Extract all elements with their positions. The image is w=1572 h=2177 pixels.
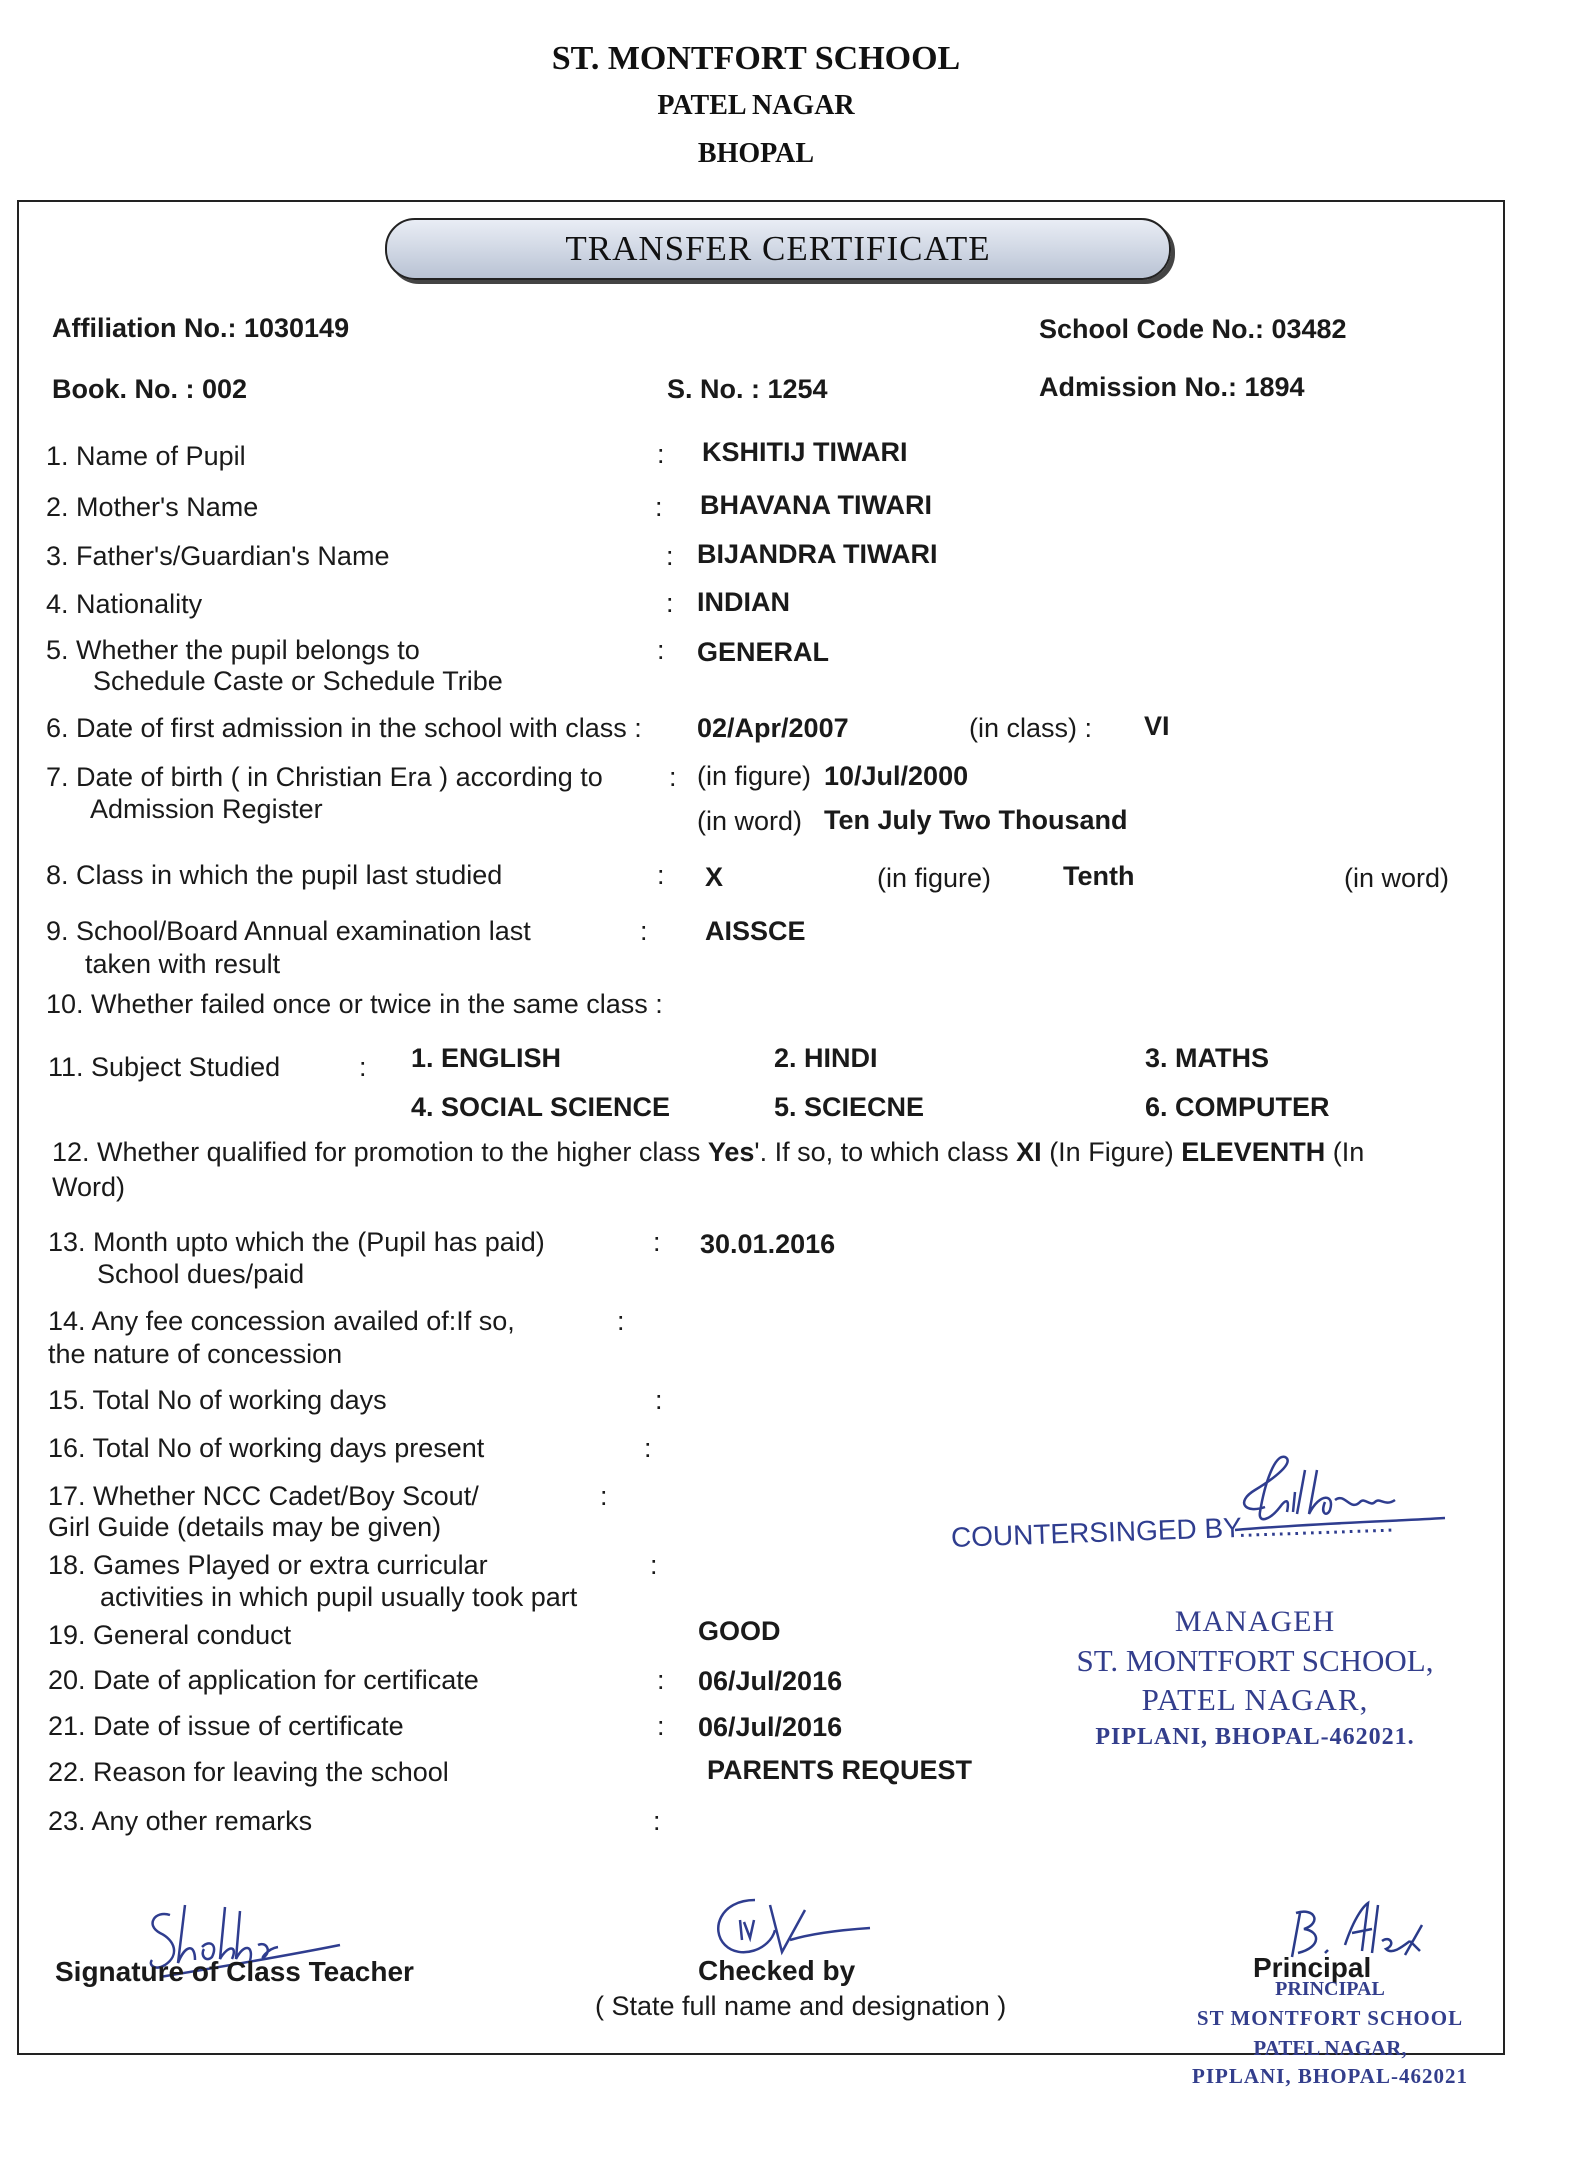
field-label: 10. Whether failed once or twice in the same class : <box>46 989 663 1019</box>
principal-stamp-line: PATEL NAGAR, <box>1253 2036 1407 2060</box>
subject-item: 4. SOCIAL SCIENCE <box>411 1092 671 1122</box>
school-city: BHOPAL <box>697 138 815 169</box>
manager-stamp-line: PATEL NAGAR, <box>1141 1682 1369 1717</box>
field-label: 19. General conduct <box>48 1620 292 1650</box>
field-label: 6. Date of first admission in the school with class : <box>46 713 642 743</box>
field-colon: : <box>653 1227 661 1257</box>
field-colon: : <box>640 916 648 946</box>
pupil-name: KSHITIJ TIWARI <box>702 437 908 467</box>
in-figure-label: (In Figure) <box>1041 1137 1182 1167</box>
promotion-class-word: ELEVENTH <box>1181 1137 1326 1167</box>
field-label: 3. Father's/Guardian's Name <box>46 541 390 571</box>
exam-result: AISSCE <box>705 916 806 946</box>
field-colon: : <box>657 635 665 665</box>
field-label-cont: Admission Register <box>90 794 323 824</box>
field-label-cont: Word) <box>52 1172 126 1202</box>
field-label: 13. Month upto which the (Pupil has paid) <box>48 1227 545 1257</box>
issue-date: 06/Jul/2016 <box>698 1712 843 1742</box>
field-label: 16. Total No of working days present <box>48 1433 485 1463</box>
general-conduct: GOOD <box>698 1616 781 1646</box>
field-label: 2. Mother's Name <box>46 492 259 522</box>
field-colon: : <box>669 762 677 792</box>
field-colon: : <box>657 1711 665 1741</box>
class-teacher-label: Signature of Class Teacher <box>55 1956 414 1987</box>
in-word-label: (In <box>1325 1137 1365 1167</box>
manager-stamp-line: ST. MONTFORT SCHOOL, <box>1076 1643 1434 1678</box>
book-no: Book. No. : 002 <box>52 374 248 404</box>
checked-by-label: Checked by <box>698 1955 856 1986</box>
school-code: School Code No.: 03482 <box>1039 314 1347 344</box>
field-label: 4. Nationality <box>46 589 203 619</box>
admission-no: Admission No.: 1894 <box>1039 372 1305 402</box>
in-class-label: (in class) : <box>969 713 1093 743</box>
field-colon: : <box>655 492 663 522</box>
field-label: 14. Any fee concession availed of:If so, <box>48 1306 515 1336</box>
certificate-title: TRANSFER CERTIFICATE <box>565 229 991 268</box>
father-name: BIJANDRA TIWARI <box>697 539 938 569</box>
field-label: 18. Games Played or extra curricular <box>48 1550 488 1580</box>
subject-item: 6. COMPUTER <box>1145 1092 1330 1122</box>
in-word-label: (in word) <box>1344 863 1450 893</box>
subject-item: 2. HINDI <box>774 1043 878 1073</box>
in-word-label: (in word) <box>697 806 803 836</box>
nationality: INDIAN <box>697 587 790 617</box>
manager-signature <box>1225 1452 1455 1542</box>
dob-words: Ten July Two Thousand <box>824 805 1128 835</box>
checked-by-note: ( State full name and designation ) <box>595 1991 1007 2021</box>
certificate-title-banner <box>385 218 1171 280</box>
field-label: 20. Date of application for certificate <box>48 1665 479 1695</box>
admission-class: VI <box>1144 711 1170 741</box>
field-label: 22. Reason for leaving the school <box>48 1757 449 1787</box>
field-label-cont: activities in which pupil usually took part <box>100 1582 578 1612</box>
field-label: 7. Date of birth ( in Christian Era ) according to <box>46 762 603 792</box>
dues-paid-until: 30.01.2016 <box>700 1229 836 1259</box>
field-colon: : <box>644 1433 652 1463</box>
field-label: 21. Date of issue of certificate <box>48 1711 404 1741</box>
last-class-figure: X <box>705 862 724 892</box>
leaving-reason: PARENTS REQUEST <box>707 1755 973 1785</box>
field-colon: : <box>600 1481 608 1511</box>
serial-no: S. No. : 1254 <box>667 374 828 404</box>
field-label-cont: School dues/paid <box>97 1259 305 1289</box>
mother-name: BHAVANA TIWARI <box>700 490 932 520</box>
dob-figure: 10/Jul/2000 <box>824 761 969 791</box>
principal-stamp-line: ST MONTFORT SCHOOL <box>1196 2006 1464 2030</box>
field-label-cont: taken with result <box>85 949 281 979</box>
last-class-word: Tenth <box>1063 861 1135 891</box>
in-figure-label: (in figure) <box>697 761 812 791</box>
field-label: 15. Total No of working days <box>48 1385 387 1415</box>
category: GENERAL <box>697 637 830 667</box>
promotion-line <box>52 1137 1364 1168</box>
field-colon: : <box>657 439 665 469</box>
promotion-yes: Yes <box>707 1137 755 1167</box>
principal-label: Principal <box>1253 1952 1372 1983</box>
field-label: 17. Whether NCC Cadet/Boy Scout/ <box>48 1481 479 1511</box>
field-colon: : <box>666 588 674 618</box>
field-label: 9. School/Board Annual examination last <box>46 916 531 946</box>
subject-item: 3. MATHS <box>1145 1043 1270 1073</box>
field-label: 23. Any other remarks <box>48 1806 313 1836</box>
affiliation-no: Affiliation No.: 1030149 <box>52 313 350 343</box>
field-label: 11. Subject Studied <box>48 1052 281 1082</box>
field-label: 5. Whether the pupil belongs to <box>46 635 420 665</box>
countersigned-label: COUNTERSINGED BY <box>950 1511 1239 1553</box>
countersigned-dots: .................... <box>1237 1506 1395 1543</box>
promotion-text: '. If so, to which class <box>754 1137 1017 1167</box>
field-colon: : <box>657 1665 665 1695</box>
field-label-cont: Girl Guide (details may be given) <box>48 1512 442 1542</box>
field-label-cont: the nature of concession <box>48 1339 343 1369</box>
field-colon: : <box>359 1052 367 1082</box>
principal-stamp-line: PRINCIPAL <box>1275 1978 1385 2000</box>
field-colon: : <box>650 1550 658 1580</box>
admission-date: 02/Apr/2007 <box>697 713 849 743</box>
field-colon: : <box>666 541 674 571</box>
field-label-cont: Schedule Caste or Schedule Tribe <box>93 666 503 696</box>
manager-stamp-line: MANAGEH <box>1174 1605 1336 1638</box>
field-colon: : <box>653 1806 661 1836</box>
school-area: PATEL NAGAR <box>657 90 855 121</box>
principal-stamp-line: PIPLANI, BHOPAL-462021 <box>1192 2064 1468 2088</box>
field-colon: : <box>617 1306 625 1336</box>
school-name: ST. MONTFORT SCHOOL <box>551 40 961 77</box>
field-label: 8. Class in which the pupil last studied <box>46 860 503 890</box>
application-date: 06/Jul/2016 <box>698 1666 843 1696</box>
field-label: 12. Whether qualified for promotion to the higher class <box>52 1137 708 1167</box>
field-colon: : <box>657 860 665 890</box>
promotion-class-figure: XI <box>1016 1137 1042 1167</box>
field-colon: : <box>655 1385 663 1415</box>
subject-item: 5. SCIECNE <box>774 1092 925 1122</box>
in-figure-label: (in figure) <box>877 863 992 893</box>
manager-stamp-line: PIPLANI, BHOPAL-462021. <box>1095 1724 1415 1750</box>
field-label: 1. Name of Pupil <box>46 441 246 471</box>
subject-item: 1. ENGLISH <box>411 1043 562 1073</box>
